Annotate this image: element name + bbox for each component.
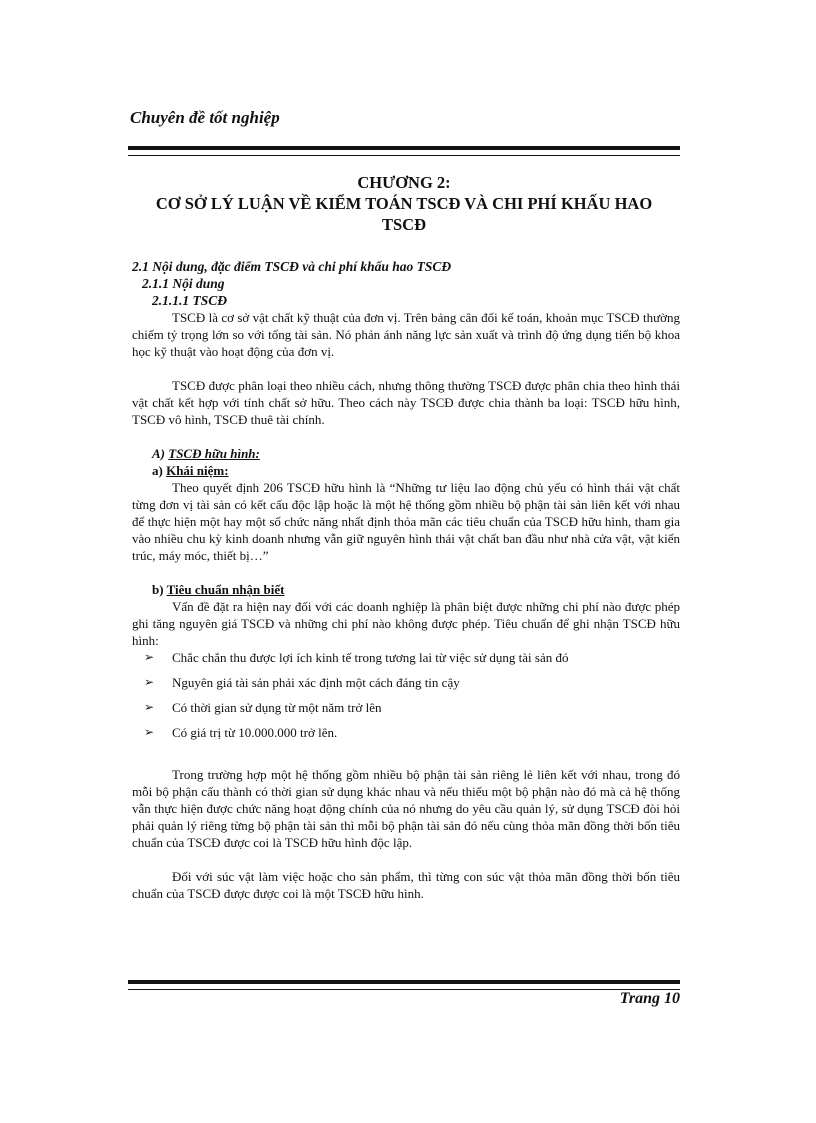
chapter-number: CHƯƠNG 2: (357, 173, 451, 192)
list-item (144, 699, 680, 716)
arrow-bullet-icon: ➢ (144, 700, 155, 714)
document-body (132, 258, 680, 902)
list-item (144, 649, 680, 666)
subheading-concept (132, 462, 680, 479)
subheading-title: Tiêu chuẩn nhận biết (166, 582, 285, 597)
chapter-title: CƠ SỞ LÝ LUẬN VỀ KIỂM TOÁN TSCĐ VÀ CHI PHÍ KHẤU HAO (155, 194, 653, 213)
section-heading-2-1-1: 2.1.1 Nội dung (142, 276, 225, 291)
chapter-title-cont: TSCĐ (381, 215, 426, 234)
subheading-marker: b) (152, 582, 164, 597)
arrow-bullet-icon: ➢ (144, 725, 155, 739)
page-number: Trang 10 (619, 990, 680, 1007)
paragraph-decision-206: Theo quyết định 206 TSCĐ hữu hình là “Những tư liệu lao động chủ yếu có hình thái vật chất từng đơn vị tài sản có kết cấu độc lập hoặc là một hệ thống gồm nhiều bộ phận tài sản liên kết với nhau để thực hiện một hay một số chức năng nhất định thỏa mãn các tiêu chuẩn của TSCĐ hữu hình, tham gia vào nhiều chu kỳ kinh doanh nhưng vẫn giữ nguyên hình thái vật chất ban đầu như nhà cửa vật, vật kiến trúc, máy móc, thiết bị…” (132, 480, 680, 563)
subheading-tangible (132, 445, 680, 462)
list-item (144, 674, 680, 691)
paragraph-tscd-definition: TSCĐ là cơ sở vật chất kỹ thuật của đơn vị. Trên bảng cân đối kế toán, khoản mục TSCĐ thường chiếm tỷ trọng lớn so với tổng tài sản. Nó phản ánh năng lực sản xuất và trình độ ứng dụng tiến bộ khoa học kỹ thuật vào hoạt động của đơn vị. (132, 310, 680, 359)
list-item-text: Có giá trị từ 10.000.000 trở lên. (172, 725, 338, 740)
list-item-text: Có thời gian sử dụng từ một năm trở lên (172, 700, 382, 715)
section-heading-2-1: 2.1 Nội dung, đặc điểm TSCĐ và chi phí khấu hao TSCĐ (132, 259, 452, 274)
subheading-title: Khái niệm: (166, 463, 229, 478)
subheading-marker: A) (152, 446, 165, 461)
subheading-marker: a) (152, 463, 163, 478)
subheading-criteria (132, 581, 680, 598)
list-item (144, 724, 680, 741)
paragraph-criteria-intro: Vấn đề đặt ra hiện nay đối với các doanh nghiệp là phân biệt được những chi phí nào được phép ghi tăng nguyên giá TSCĐ và những chi phí nào không được phép. Tiêu chuẩn để ghi nhận TSCĐ hữu hình: (132, 599, 680, 648)
section-heading-2-1-1-1: 2.1.1.1 TSCĐ (152, 293, 228, 308)
list-item-text: Chắc chắn thu được lợi ích kinh tế trong tương lai từ việc sử dụng tài sản đó (172, 650, 569, 665)
arrow-bullet-icon: ➢ (144, 675, 155, 689)
paragraph-independent-asset: Trong trường hợp một hệ thống gồm nhiều bộ phận tài sản riêng lẻ liên kết với nhau, trong đó mỗi bộ phận cấu thành có thời gian sử dụng khác nhau và nếu thiếu một bộ phận nào đó mà cả hệ thống vẫn thực hiện được chức năng hoạt động chính của nó nhưng do yêu cầu quản lý, sử dụng TSCĐ đòi hỏi phải quản lý riêng từng bộ phận tài sản thì mỗi bộ phận tài sản đó nếu cùng thỏa mãn đồng thời bốn tiêu chuẩn của TSCĐ được coi là TSCĐ hữu hình độc lập. (132, 767, 680, 850)
paragraph-tscd-classification: TSCĐ được phân loại theo nhiều cách, nhưng thông thường TSCĐ được phân chia theo hình thái vật chất kết hợp với tính chất sở hữu. Theo cách này TSCĐ được chia thành ba loại: TSCĐ hữu hình, TSCĐ vô hình, TSCĐ thuê tài chính. (132, 378, 680, 427)
arrow-bullet-icon: ➢ (144, 650, 155, 664)
footer-rule (128, 980, 680, 990)
subheading-title: TSCĐ hữu hình: (168, 446, 260, 461)
header-rule (128, 146, 680, 156)
criteria-list (132, 649, 680, 741)
header-title: Chuyên đề tốt nghiệp (130, 108, 280, 127)
paragraph-livestock: Đối với súc vật làm việc hoặc cho sản phẩm, thì từng con súc vật thỏa mãn đồng thời bốn tiêu chuẩn của TSCĐ được được coi là một TSCĐ hữu hình. (132, 869, 680, 901)
list-item-text: Nguyên giá tài sản phải xác định một cách đáng tin cậy (172, 675, 460, 690)
chapter-heading (128, 172, 680, 235)
